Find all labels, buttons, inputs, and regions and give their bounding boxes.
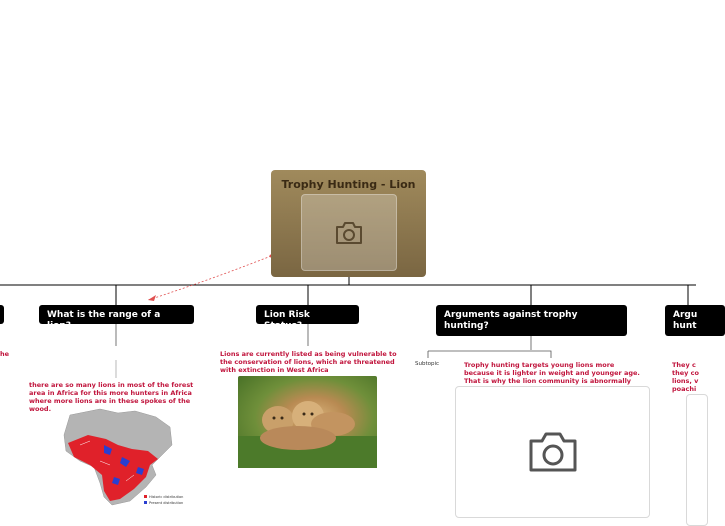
note-range: there are so many lions in most of the forest area in Africa for this more hunters in Africa where more lions are in these spokes of the wood. — [29, 381, 194, 413]
image-placeholder-right[interactable] — [686, 394, 708, 526]
camera-icon — [527, 430, 579, 474]
note-risk-status: Lions are currently listed as being vulnerable to the conservation of lions, which are threatened with extinction in West Africa — [220, 350, 397, 374]
branch-risk-status[interactable]: Lion Risk Status? — [256, 305, 359, 324]
note-arguments-right: They c they co lions, v poachi — [672, 361, 699, 393]
central-topic[interactable] — [271, 170, 426, 277]
relation-arrow-head — [148, 295, 156, 301]
camera-icon — [334, 220, 364, 246]
map-legend-present: Present distribution — [149, 501, 184, 505]
map-legend-historic: Historic distribution — [149, 495, 184, 499]
branch-arguments-right[interactable]: Argu hunt — [665, 305, 725, 336]
subtopic-label[interactable]: Subtopic — [415, 361, 440, 367]
branch-arguments-against[interactable]: Arguments against trophy hunting? — [436, 305, 627, 336]
note-left-cut: he — [0, 350, 10, 358]
note-arguments-against: Trophy hunting targets young lions more because it is lighter in weight and younger age. That is why the lion community is abnormally — [464, 361, 640, 385]
relation-line — [148, 256, 271, 300]
branch-left-cut[interactable] — [0, 305, 4, 324]
image-placeholder[interactable] — [455, 386, 650, 518]
central-image-placeholder[interactable] — [301, 194, 397, 271]
branch-range[interactable]: What is the range of a lion? — [39, 305, 194, 324]
africa-range-map[interactable] — [60, 405, 184, 510]
lions-photo[interactable] — [238, 376, 377, 468]
central-topic-title: Trophy Hunting - Lion — [281, 178, 416, 191]
